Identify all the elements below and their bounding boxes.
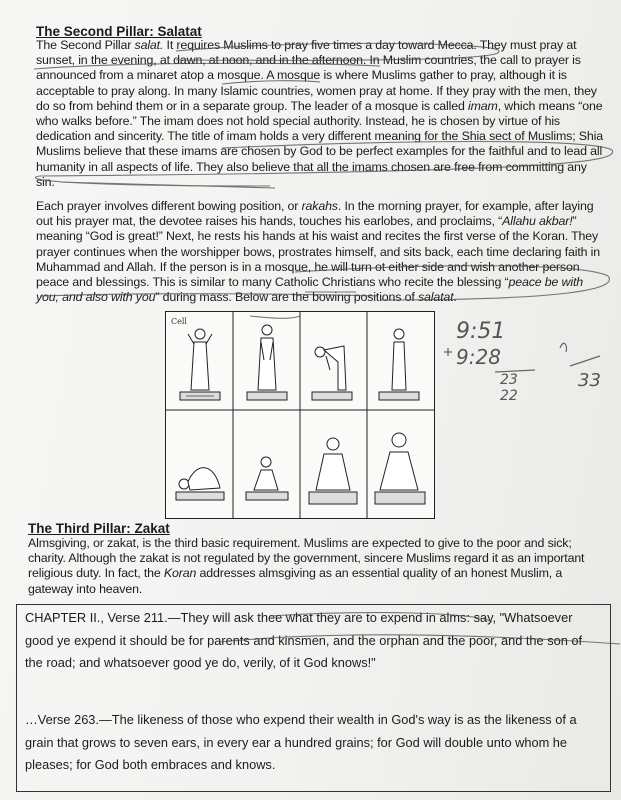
italic-run: Allahu akbar! <box>502 214 573 229</box>
panel-standing-hands-waist <box>247 325 287 400</box>
pencil-notes-svg <box>440 308 610 408</box>
text-run: It requires Muslims to pray five times a day toward Mecca. They must pray at sunset, in the evening, at dawn, at noon, and in the afternoon. In Muslim countries, the call to prayer is announced from a minaret atop a mosque. A mosque is where Muslims gather to pray, although it is acceptable to pray along. In many Islamic countries, women pray at home. If they pray with the men, they do so from behind them or in a separate group. The leader of a mosque is called <box>36 38 597 113</box>
note-line-2: 9:28 <box>456 345 501 369</box>
panel-kneeling-turned <box>375 433 425 504</box>
text-run: ” meaning “God is great!” Next, he rests his hands at his waist and recites the first verse of the Koran. They prayer continues when the worshipper bows, prostrates himself, and sits back, each time declaring faith in Muhammad and Allah. If the person is in a mosque, he will turn ot either side and wish another person peace and blessings. This is similar to many Catholic Christians who recite the blessing “ <box>36 214 600 290</box>
text-run: Almsgiving, or zakat, is the third basic requirement. Muslims are expected to give to the poor and sick; charity. Although the zakat is not regulated by the government, sincere Muslims regard it as an important religious duty. In fact, the <box>28 536 585 581</box>
note-line-4: 22 <box>500 388 518 404</box>
panel-standing-upright <box>379 329 419 400</box>
panel-kneeling-upright <box>309 438 357 504</box>
panel-standing-raised-hands <box>180 329 220 400</box>
note-line-5: 33 <box>578 370 601 391</box>
text-run: . <box>453 290 457 305</box>
panel-kneeling-sitting <box>246 457 288 500</box>
italic-run: rakahs <box>301 199 338 213</box>
prayer-positions-illustration <box>166 312 434 518</box>
note-line-1: 9:51 <box>456 319 506 344</box>
italic-run: imam <box>468 98 498 113</box>
quote-verse-263: …Verse 263.—The likeness of those who expend their wealth in God's way is as the likeness of a grain that grows to seven ears, in every ear a hundred grains; for God will double unto whom he pleases; for God both embraces and knows. <box>25 712 577 772</box>
quote-verse-211: CHAPTER II., Verse 211.—They will ask thee what they are to expend in alms: say, "Whatsoever good ye expend it should be for parents and kinsmen, and the orphan and the poor, and the son of the road; and whatsoever good ye do, verily, of it God knows!" <box>25 610 583 670</box>
prayer-positions-figure <box>165 311 435 519</box>
italic-run: salatat <box>417 290 454 305</box>
note-line-3: 23 <box>500 372 518 388</box>
salatat-paragraph-1 <box>36 38 604 190</box>
text-run: addresses almsgiving as an essential quality of an honest Muslim, a gateway into heaven. <box>28 566 563 596</box>
handwritten-notes <box>440 308 610 408</box>
italic-run: salat. <box>134 38 164 52</box>
text-run: Each prayer involves different bowing position, or <box>36 199 302 213</box>
salatat-paragraph-2 <box>36 199 604 305</box>
text-run: ” during mass. Below are the bowing positions of <box>155 290 418 305</box>
italic-run: Koran <box>163 566 197 581</box>
figure-corner-label: Cell <box>171 317 187 326</box>
text-run: The Second Pillar <box>36 38 135 52</box>
section-title-salatat: The Second Pillar: Salatat <box>36 24 202 39</box>
section-title-zakat: The Third Pillar: Zakat <box>28 521 170 536</box>
koran-quote-box <box>16 604 611 792</box>
text-run: . In the morning prayer, for example, after laying out his prayer mat, the devotee raises his hands, touches his earlobes, and proclaims, “ <box>36 199 594 229</box>
text-run: , which means “one who walks before.” The imam does not hold special authority. Instead, he is chosen by virtue of his dedication and sincerity. The title of imam holds a very different meaning for the Shia sect of Muslims; Shia Muslims believe that these imams are chosen by God to be perfect examples for the faithful and to lead all humanity in all aspects of life. They also believe that all the imams chosen are free from committing any sin. <box>36 98 603 189</box>
panel-prostrating <box>176 468 224 500</box>
panel-bowing <box>312 346 352 400</box>
italic-run: peace be with you, and also with you <box>36 275 583 305</box>
zakat-paragraph <box>28 536 608 597</box>
